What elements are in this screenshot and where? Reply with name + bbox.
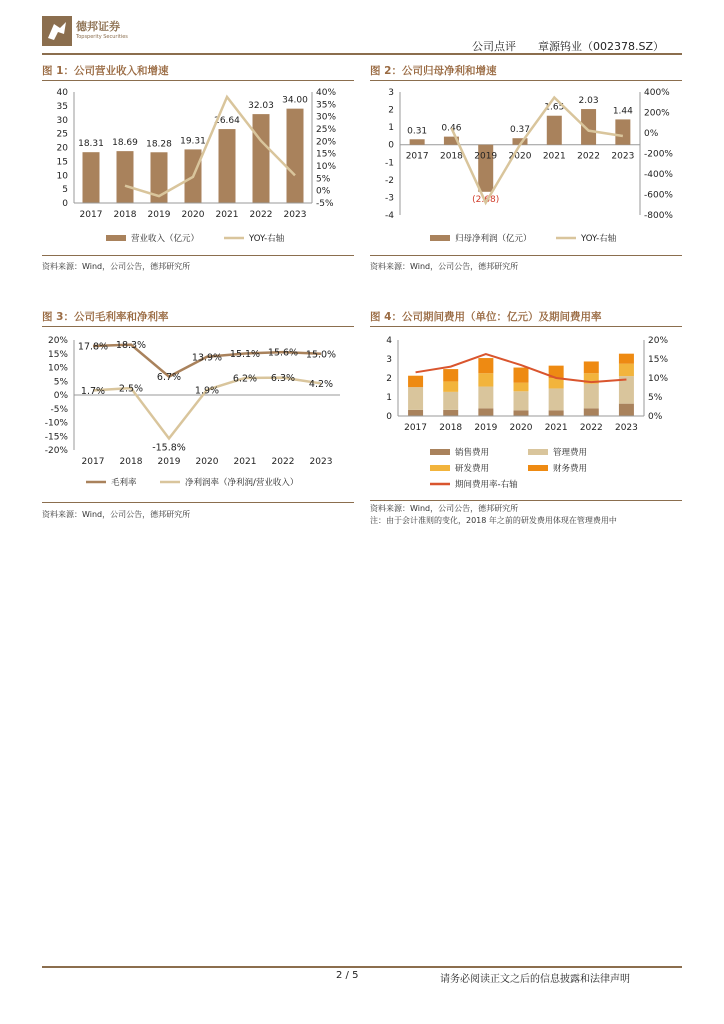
x-tick-label: 2019 <box>147 210 171 220</box>
x-tick-label: 2023 <box>614 423 638 433</box>
selling-expense-bar <box>514 410 529 416</box>
y-tick-label: -3 <box>385 193 394 204</box>
y2-tick-label: -600% <box>644 190 673 201</box>
legend-label: 研发费用 <box>455 464 490 474</box>
x-tick-label: 2022 <box>579 423 603 433</box>
y-tick-label: 0% <box>53 391 68 401</box>
figure-2-rule <box>370 80 682 81</box>
legend-label: 期间费用率-右轴 <box>455 480 518 490</box>
x-tick-label: 2023 <box>309 457 333 467</box>
y-tick-label: 3 <box>388 88 394 98</box>
net-profit-data-label: 0.46 <box>441 123 462 134</box>
y-tick-label: 35 <box>56 101 68 112</box>
y-tick-label: 30 <box>56 115 68 126</box>
net-profit-data-label: 1.44 <box>612 106 633 117</box>
x-tick-label: 2022 <box>577 151 601 162</box>
legend-label: YOY-右轴 <box>249 234 285 244</box>
net-profit-bar <box>410 139 425 144</box>
revenue-bar <box>83 152 100 203</box>
y2-tick-label: -200% <box>644 149 673 160</box>
figure-3-rule <box>42 326 354 327</box>
y2-tick-label: 400% <box>644 88 670 98</box>
x-tick-label: 2020 <box>195 457 219 467</box>
y2-tick-label: -800% <box>644 211 673 221</box>
revenue-bar <box>287 109 304 203</box>
admin-expense-bar <box>584 384 599 409</box>
y-tick-label: 25 <box>56 129 68 140</box>
selling-expense-bar <box>549 410 564 416</box>
logo <box>42 16 162 48</box>
x-tick-label: 2023 <box>283 210 307 220</box>
x-tick-label: 2020 <box>509 423 533 433</box>
admin-expense-bar <box>408 387 423 410</box>
gross-margin-data-label: 15.6% <box>267 347 299 359</box>
legend-swatch <box>106 235 126 241</box>
legend-swatch <box>430 465 450 471</box>
figure-2-bottom-rule <box>370 255 682 256</box>
net-profit-bar <box>615 119 630 144</box>
y-tick-label: 5 <box>62 185 68 196</box>
figure-3-source: 资料来源：Wind，公司公告，德邦研究所 <box>42 510 191 519</box>
admin-expense-bar <box>478 387 493 409</box>
net-profit-data-label: (2.68) <box>472 194 500 205</box>
y-tick-label: 3 <box>386 355 392 365</box>
revenue-bar <box>253 114 270 203</box>
x-tick-label: 2018 <box>439 151 463 162</box>
rnd-expense-bar <box>443 381 458 391</box>
y-tick-label: 4 <box>386 336 392 346</box>
y-tick-label: -2 <box>385 175 394 186</box>
net-profit-data-label: 0.37 <box>509 125 531 136</box>
y-tick-label: 2 <box>388 105 394 116</box>
revenue-bar <box>219 129 236 203</box>
selling-expense-bar <box>619 404 634 416</box>
finance-expense-bar <box>478 358 493 373</box>
chart-net-profit <box>370 82 684 250</box>
revenue-data-label: 18.31 <box>78 139 104 150</box>
figure-4-rule <box>370 326 682 327</box>
figure-1-bottom-rule <box>42 255 354 256</box>
x-tick-label: 2021 <box>544 423 568 433</box>
y-tick-label: 0 <box>388 140 394 151</box>
y2-tick-label: 15% <box>316 149 337 160</box>
legend-swatch <box>528 465 548 471</box>
net-margin-data-label: 4.2% <box>308 378 334 390</box>
y2-tick-label: 0% <box>644 129 659 139</box>
footer-rule <box>42 966 682 968</box>
x-tick-label: 2021 <box>233 457 257 467</box>
admin-expense-bar <box>549 388 564 410</box>
x-tick-label: 2021 <box>542 151 566 162</box>
company-name: 章源钨业（002378.SZ） <box>538 40 665 53</box>
figure-3-title: 图 3：公司毛利率和净利率 <box>42 311 169 323</box>
rnd-expense-bar <box>514 383 529 392</box>
y-tick-label: 1 <box>388 123 394 134</box>
y2-tick-label: 0% <box>648 412 663 422</box>
gross-margin-data-label: 15.0% <box>305 349 337 361</box>
y-tick-label: -20% <box>44 446 68 456</box>
selling-expense-bar <box>584 408 599 416</box>
legend-label: 管理费用 <box>553 448 588 458</box>
selling-expense-bar <box>443 410 458 416</box>
y-tick-label: -10% <box>44 418 68 429</box>
selling-expense-bar <box>408 410 423 416</box>
legend-label: 财务费用 <box>553 464 588 474</box>
net-margin-data-label: 1.7% <box>80 385 106 397</box>
net-profit-data-label: 2.03 <box>578 96 599 107</box>
net-profit-data-label: 0.31 <box>407 126 428 137</box>
legend-label: 归母净利润（亿元） <box>455 234 532 244</box>
y-tick-label: 1 <box>386 393 392 403</box>
x-tick-label: 2020 <box>508 151 532 162</box>
y2-tick-label: 5% <box>316 174 331 185</box>
x-tick-label: 2019 <box>157 457 181 467</box>
figure-2-source: 资料来源：Wind，公司公告，德邦研究所 <box>370 262 519 271</box>
gross-margin-data-label: 6.7% <box>156 372 182 384</box>
figure-4-bottom-rule <box>370 500 682 501</box>
x-tick-label: 2018 <box>113 210 137 220</box>
legend-swatch <box>430 449 450 455</box>
figure-1-source: 资料来源：Wind，公司公告，德邦研究所 <box>42 262 191 271</box>
figure-1-title: 图 1：公司营业收入和增速 <box>42 65 169 77</box>
page-number: 2 / 5 <box>336 970 359 981</box>
y2-tick-label: 10% <box>316 162 337 172</box>
y-tick-label: 15% <box>47 349 68 360</box>
gross-margin-data-label: 17.8% <box>77 341 109 353</box>
y-tick-label: 0 <box>386 412 392 422</box>
revenue-bar <box>117 151 134 203</box>
x-tick-label: 2018 <box>439 423 463 433</box>
legend-swatch <box>430 235 450 241</box>
figure-2-title: 图 2：公司归母净利和增速 <box>370 65 497 77</box>
revenue-data-label: 18.28 <box>146 139 172 150</box>
y-tick-label: -15% <box>44 432 68 443</box>
x-tick-label: 2017 <box>405 151 429 162</box>
finance-expense-bar <box>619 354 634 364</box>
legend-label: YOY-右轴 <box>581 234 617 244</box>
net-margin-data-label: 1.9% <box>194 385 220 397</box>
figure-4-source: 资料来源：Wind，公司公告，德邦研究所 <box>370 504 519 513</box>
y2-tick-label: 200% <box>644 108 670 119</box>
revenue-data-label: 19.31 <box>180 136 206 147</box>
chart-expenses <box>370 328 684 498</box>
selling-expense-bar <box>478 408 493 416</box>
y2-tick-label: 25% <box>316 125 337 135</box>
figure-3-bottom-rule <box>42 502 354 503</box>
y-tick-label: 20 <box>56 143 68 154</box>
x-tick-label: 2018 <box>119 457 143 467</box>
y-tick-label: 0 <box>62 199 68 209</box>
legend-label: 销售费用 <box>455 448 490 458</box>
y-tick-label: 10 <box>56 171 68 182</box>
gross-margin-data-label: 15.1% <box>229 348 261 360</box>
net-margin-data-label: -15.8% <box>152 442 186 454</box>
x-tick-label: 2023 <box>611 151 635 162</box>
rnd-expense-bar <box>478 373 493 386</box>
logo-name: 德邦证券 <box>76 20 120 33</box>
x-tick-label: 2021 <box>215 210 239 220</box>
y-tick-label: 20% <box>47 336 68 346</box>
legend-swatch <box>528 449 548 455</box>
y-tick-label: 10% <box>47 363 68 374</box>
x-tick-label: 2019 <box>474 151 498 162</box>
net-profit-data-label: 1.65 <box>544 102 565 113</box>
legend-label: 毛利率 <box>111 478 137 488</box>
logo-icon <box>42 16 72 46</box>
y-tick-label: 5% <box>53 377 68 388</box>
y-tick-label: 40 <box>56 88 68 98</box>
y2-tick-label: 15% <box>648 355 669 365</box>
chart-revenue <box>42 82 356 250</box>
gross-margin-data-label: 18.3% <box>115 340 147 352</box>
rnd-expense-bar <box>619 364 634 376</box>
finance-expense-bar <box>514 368 529 383</box>
y2-tick-label: 30% <box>316 112 337 123</box>
admin-expense-bar <box>443 392 458 410</box>
figure-4-note: 注：由于会计准则的变化，2018 年之前的研发费用体现在管理费用中 <box>370 516 617 525</box>
x-tick-label: 2017 <box>79 210 103 220</box>
y2-tick-label: -5% <box>316 199 334 209</box>
y-tick-label: -4 <box>385 211 394 221</box>
legend-label: 净利润率（净利润/营业收入） <box>185 478 299 488</box>
figure-1-rule <box>42 80 354 81</box>
revenue-data-label: 26.64 <box>214 116 240 127</box>
y2-tick-label: 35% <box>316 100 337 111</box>
legend-label: 营业收入（亿元） <box>131 234 200 244</box>
y2-tick-label: 5% <box>648 393 663 403</box>
y2-tick-label: 0% <box>316 186 331 197</box>
logo-subtitle: Topsperity Securities <box>76 34 128 40</box>
revenue-data-label: 34.00 <box>282 95 308 106</box>
y-tick-label: -1 <box>385 158 394 169</box>
x-tick-label: 2017 <box>404 423 428 433</box>
x-tick-label: 2022 <box>271 457 295 467</box>
finance-expense-bar <box>408 376 423 387</box>
gross-margin-data-label: 13.9% <box>191 352 223 364</box>
finance-expense-bar <box>584 361 599 373</box>
finance-expense-bar <box>443 369 458 381</box>
net-margin-data-label: 2.5% <box>118 383 144 395</box>
y2-tick-label: 20% <box>648 336 669 346</box>
header-rule <box>42 53 682 55</box>
x-tick-label: 2019 <box>474 423 498 433</box>
report-type: 公司点评 <box>472 40 516 53</box>
y2-tick-label: 20% <box>316 137 337 148</box>
net-profit-bar <box>547 116 562 145</box>
x-tick-label: 2017 <box>81 457 105 467</box>
y2-tick-label: 40% <box>316 88 337 98</box>
disclaimer: 请务必阅读正文之后的信息披露和法律声明 <box>440 974 630 985</box>
admin-expense-bar <box>514 391 529 410</box>
x-tick-label: 2022 <box>249 210 273 220</box>
y-tick-label: 15 <box>56 157 68 168</box>
y-tick-label: -5% <box>50 404 68 415</box>
chart-margins <box>42 328 356 498</box>
y2-tick-label: -400% <box>644 170 673 180</box>
figure-4-title: 图 4：公司期间费用（单位：亿元）及期间费用率 <box>370 311 602 323</box>
net-margin-data-label: 6.2% <box>232 373 258 385</box>
net-margin-data-label: 6.3% <box>270 373 296 385</box>
x-tick-label: 2020 <box>181 210 205 220</box>
revenue-data-label: 18.69 <box>112 138 138 149</box>
revenue-data-label: 32.03 <box>248 101 274 112</box>
y-tick-label: 2 <box>386 374 392 384</box>
yoy-line <box>451 98 622 203</box>
y2-tick-label: 10% <box>648 374 669 384</box>
